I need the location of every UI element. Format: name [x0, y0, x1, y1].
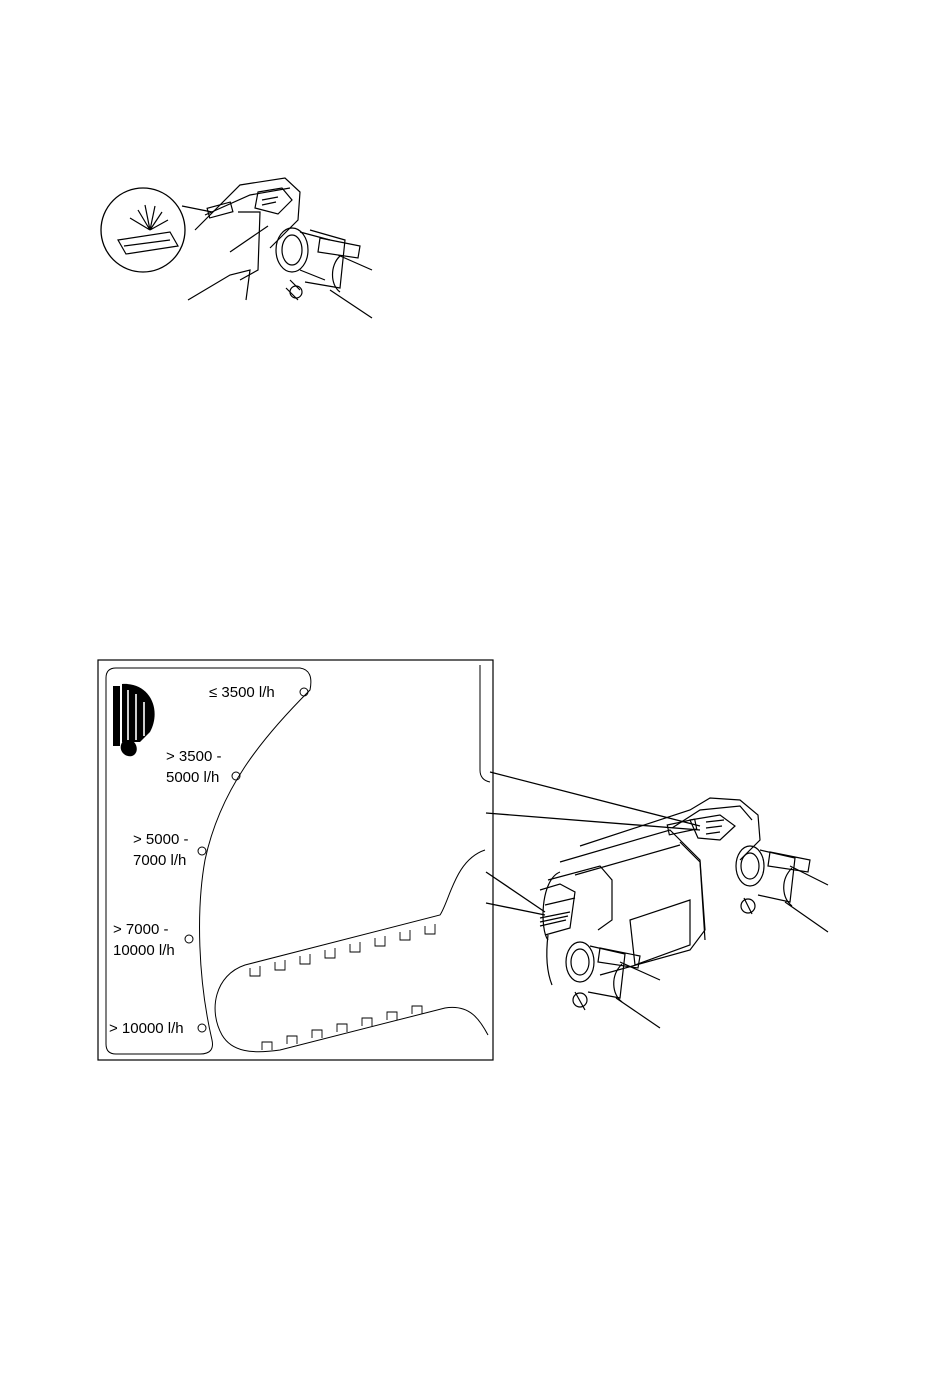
leader-lines: [486, 772, 700, 915]
scale-label-5: > 10000 l/h: [109, 1020, 184, 1037]
pump-assembly: [540, 798, 828, 1028]
indicator-dot: [300, 688, 308, 696]
frame-inner-edge: [480, 665, 490, 782]
bottom-figure: [98, 660, 828, 1060]
gun-body-lower: [215, 850, 488, 1052]
scale-label-3b: 7000 l/h: [133, 852, 187, 869]
indicator-dots: [185, 688, 308, 1032]
indicator-dot: [198, 1024, 206, 1032]
hose-coupling-top: [276, 228, 372, 318]
indicator-dot: [198, 847, 206, 855]
scale-label-3a: > 5000 -: [133, 831, 189, 848]
scale-label-4a: > 7000 -: [113, 921, 169, 938]
indicator-dot: [185, 935, 193, 943]
top-figure: [101, 178, 372, 318]
pump-housing-top: [188, 178, 300, 300]
gun-ridge-top: [250, 924, 435, 976]
scale-label-2a: > 3500 -: [166, 748, 222, 765]
gun-ridge-bottom: [262, 1006, 422, 1050]
water-spray-icon: [113, 684, 155, 756]
scale-label-2b: 5000 l/h: [166, 769, 220, 786]
scale-label-4b: 10000 l/h: [113, 942, 175, 959]
scale-label-1: ≤ 3500 l/h: [209, 684, 275, 701]
